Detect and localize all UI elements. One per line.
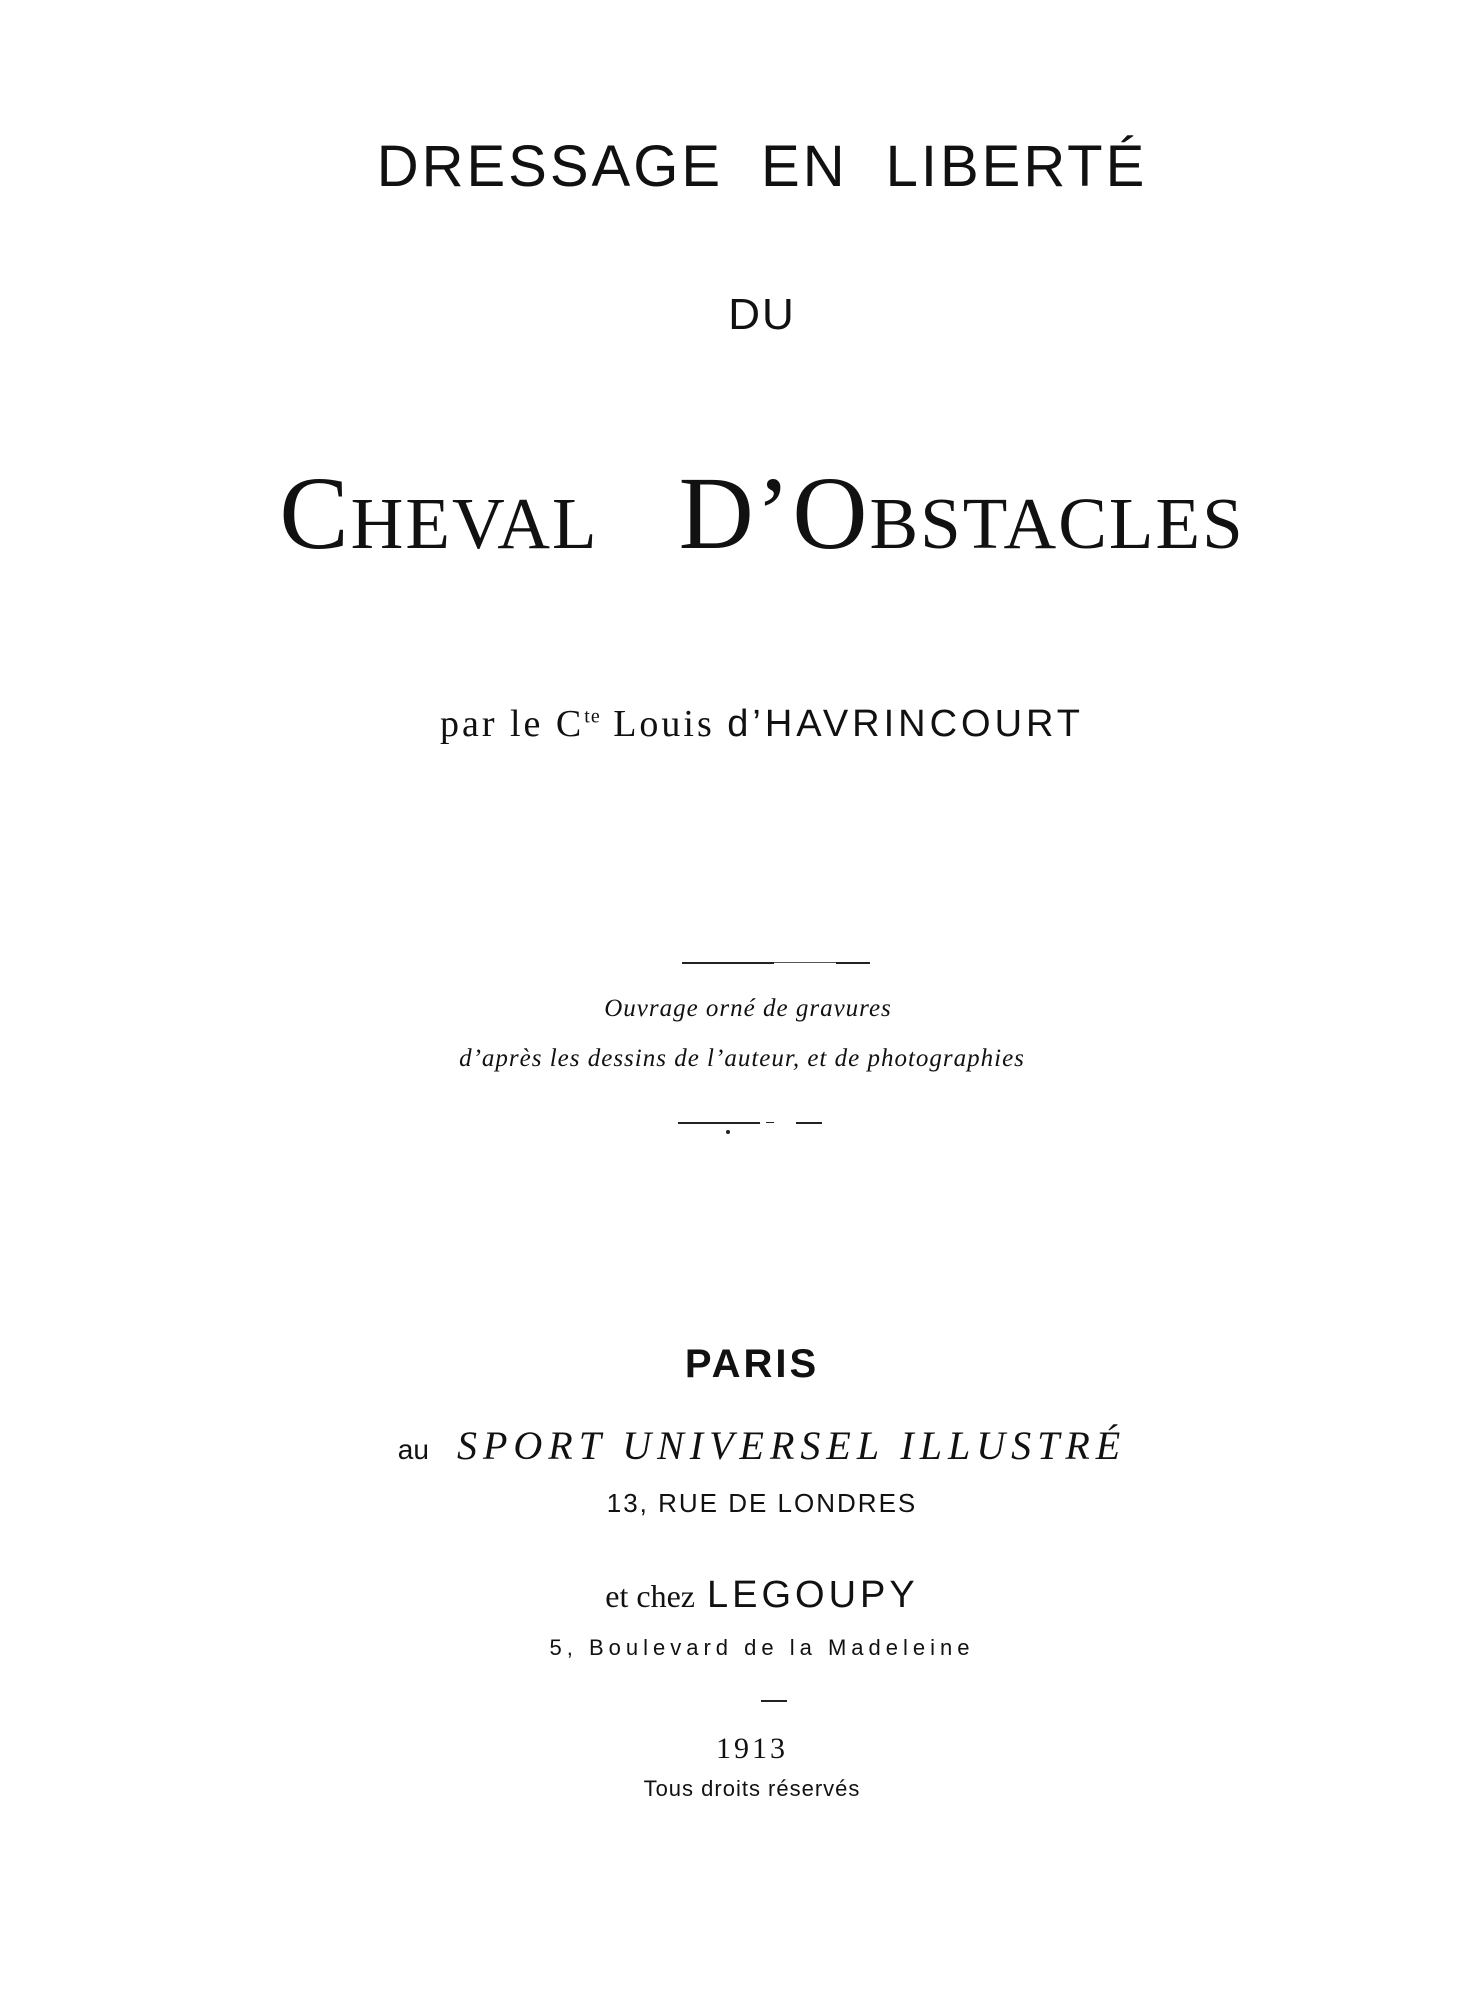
title-line-1 [30, 134, 1464, 199]
title-word-cheval: Cheval [279, 456, 599, 571]
title-line-du: DU [728, 290, 796, 339]
author-title-sup: te [584, 705, 601, 728]
imprint-year: 1913 [716, 1732, 788, 1765]
seller-prefix: et chez [605, 1578, 695, 1614]
rule-top-long [682, 962, 774, 964]
title-word-obstacles: D’Obstacles [678, 456, 1245, 571]
seller-address: 5, Boulevard de la Madeleine [549, 1635, 975, 1660]
rule-top-thin [774, 962, 836, 963]
publisher-address: 13, RUE DE LONDRES [606, 1488, 918, 1518]
author-line [30, 705, 1464, 743]
rule-bottom-1 [678, 1122, 760, 1124]
author-title-main: C [555, 703, 585, 745]
note-line-2: d’après les dessins de l’auteur, et de photographies [459, 1045, 1025, 1072]
author-first-name: Louis [613, 703, 715, 745]
publisher-prefix: au [397, 1434, 429, 1465]
rule-bottom-2 [766, 1122, 774, 1123]
author-title [556, 703, 601, 745]
rule-year [761, 1700, 787, 1702]
title-main [30, 456, 1464, 571]
imprint-publisher [30, 1423, 1464, 1468]
rule-bottom-3 [796, 1122, 822, 1124]
author-prefix: par le [439, 703, 544, 745]
imprint-seller [30, 1576, 1464, 1614]
title-word-dressage: DRESSAGE [376, 134, 724, 199]
imprint-city: PARIS [684, 1342, 820, 1386]
seller-name: LEGOUPY [706, 1574, 919, 1616]
title-word-en: EN [761, 134, 848, 199]
title-word-liberte: LIBERTÉ [885, 134, 1148, 199]
rule-bottom-dot [726, 1130, 730, 1134]
imprint-rights: Tous droits réservés [643, 1776, 861, 1801]
publisher-name: SPORT UNIVERSEL ILLUSTRÉ [456, 1423, 1127, 1468]
author-surname: d’HAVRINCOURT [727, 703, 1085, 745]
note-line-1: Ouvrage orné de gravures [604, 995, 892, 1022]
rule-top-short [836, 962, 870, 964]
